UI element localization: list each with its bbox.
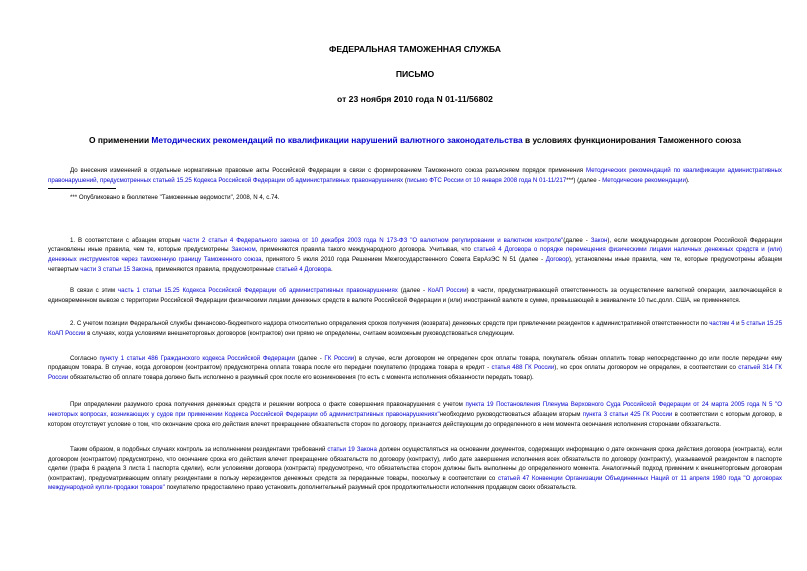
intro-text: До внесения изменений в отдельные нормативные правовые акты Российской Федерации в связи с формированием Таможенного союза разъясняем порядок применения <box>70 167 587 174</box>
paragraph-2 <box>48 286 782 305</box>
link-civil-code-314[interactable]: статьей 314 ГК России <box>48 364 782 381</box>
link-treaty-article-4[interactable]: статьей 4 Договора о порядке перемещения физическими лицами наличных денежных средств и (или) денежных инструментов через таможенную границу Таможенного союза <box>48 246 782 263</box>
link-koap-15-25[interactable]: часть 1 статьи 15.25 Кодекса Российской Федерации об административных правонарушениях <box>117 287 398 295</box>
paragraph-4 <box>48 354 782 383</box>
paragraph-text: покупателю предоставлено право установить дополнительный разумный срок продолжительности исполнения продавцом своих обязательств. <box>164 484 577 492</box>
document-type: ПИСЬМО <box>395 69 435 79</box>
paragraph-text: 2. С учетом позиции Федеральной службы финансово-бюджетного надзора относительно определения сроков получения (возврата) денежных средств при привлечении резидентов к административной ответственности по <box>70 320 710 328</box>
paragraph-text: ) в случае, если договором не определен срок оплаты товара, покупатель обязан оплатить товар непосредственно до или после передачи ему продавцом товара. В случае, когда договором (контрактом) предусмотрена оплата товара после его передачи покупателю (продажа товара в кредит - <box>48 354 783 372</box>
document-title <box>48 135 782 146</box>
title-text-1: О применении <box>89 135 152 145</box>
paragraph-text: необходимо руководствоваться абзацем вторым <box>439 410 583 418</box>
intro-paragraph <box>48 166 782 185</box>
paragraph-3 <box>48 319 782 338</box>
intro-text: ( <box>403 176 407 184</box>
paragraph-text: (далее - <box>397 287 428 295</box>
paragraph-text: (далее - <box>563 236 591 244</box>
link-law-article-15[interactable]: части 3 статьи 15 Закона <box>80 265 152 273</box>
link-supreme-court-resolution[interactable]: пункта 19 Постановления Пленума Верховного Суда Российской Федерации от 24 марта 2005 года N 5 "О некоторых вопросах, возникающих у судов при применении Кодекса Российской Федерации об административных правонарушениях" <box>48 401 782 418</box>
paragraph-text: и <box>734 320 742 328</box>
footnote: *** Опубликовано в бюллетене "Таможенные ведомости", 2008, N 4, с.74. <box>70 194 280 202</box>
paragraph-text: ), если международным договором Российской Федерации установлены иные правила, чем те, которые предусмотрены <box>48 236 783 254</box>
paragraph-text: Согласно <box>70 354 100 362</box>
link-federal-law-173[interactable]: части 2 статьи 4 Федерального закона от 10 декабря 2003 года N 173-ФЗ "О валютном регулировании и валютном контроле" <box>183 236 564 244</box>
paragraph-text: В связи с этим <box>70 287 118 295</box>
paragraph-text: , применяются правила такого международного договора. Учитывая, что <box>255 246 474 254</box>
link-treaty[interactable]: Договор <box>545 255 569 263</box>
paragraph-text: При определении разумного срока получения денежных средств и решении вопроса о факте совершения правонарушения с учетом <box>70 401 466 409</box>
intro-text: ). <box>685 176 690 184</box>
link-law[interactable]: Законом <box>231 246 256 254</box>
paragraph-text: , применяются правила, предусмотренные <box>151 265 276 273</box>
paragraph-text: . <box>330 265 333 273</box>
agency-name: ФЕДЕРАЛЬНАЯ ТАМОЖЕННАЯ СЛУЖБА <box>329 44 501 54</box>
paragraph-text: в случаях, когда условиями внешнеторговых договоров (контрактов) они прямо не определены, считаем возможным руководствоваться следующим. <box>85 329 515 337</box>
link-civil-code[interactable]: ГК России <box>324 354 355 362</box>
link-koap-15-25-part-5[interactable]: 5 статьи 15.25 КоАП России <box>48 320 783 337</box>
link-parts-4[interactable]: частям 4 <box>709 320 735 328</box>
link-koap[interactable]: КоАП России <box>427 287 467 295</box>
link-law-article-19[interactable]: статьи 19 Закона <box>327 446 377 454</box>
paragraph-text: должен осуществляться на основании документов, содержащих информацию о дате окончания срока действия договора (контракта), если договором (контрактом) предусмотрено, что окончание срока его действия влечет прекращение обязательств по договору (контракту), либо дате завершения исполнения всех обязательств по договору (контракту), указываемой резидентом в паспорте сделки (графа 6 раздела 3 листа 1 паспорта сделки), если условиями договора (контракта) предусмотрено, что обязательства сторон должны быть выполнены до определенного момента. Аналогичный подход применим к внешнеторговым договорам (контрактам), предусматривающим оплату резидентами в пользу нерезидентов денежных средств за переданные товары, поскольку в соответствии со <box>48 446 782 482</box>
link-civil-code-425[interactable]: пункта 3 статьи 425 ГК России <box>582 410 673 418</box>
paragraph-text: ) в части, предусматривающей ответственность за осуществление валютной операции, заключающейся в единовременном вывозе с территории Российской Федерации физическими лицами денежных средств в валюте Российской Федерации и (или) иностранной валюте в сумме, превышающей в эквиваленте 10 тыс.долл. США, не применяется. <box>48 287 782 304</box>
intro-text: ***) (далее - <box>566 176 603 184</box>
link-treaty-article-4[interactable]: статьей 4 Договора <box>275 265 331 273</box>
title-text-3: в условиях функционирования Таможенного союза <box>522 135 741 145</box>
link-fts-letter[interactable]: письмо ФТС России от 10 января 2008 года N 01-11/217 <box>406 176 567 184</box>
link-methodical-recommendations[interactable]: Методические рекомендации <box>602 176 686 184</box>
link-civil-code-488[interactable]: статья 488 ГК России <box>491 364 555 372</box>
paragraph-text: ), установлены иные правила, чем те, которые предусмотрены абзацем четвертым <box>48 255 782 273</box>
paragraph-text: обязательство об оплате товара должно быть исполнено в разумный срок после его возникновения (то есть с момента исполнения обязанности передать товар). <box>68 373 534 381</box>
title-link-methodical-recommendations[interactable]: Методических рекомендаций по квалификации нарушений валютного законодательства <box>151 135 523 145</box>
paragraph-text: Таким образом, в подобных случаях контроль за исполнением резидентами требований <box>70 446 328 454</box>
paragraph-1 <box>48 236 782 274</box>
paragraph-6 <box>48 445 782 493</box>
paragraph-text: в соответствии с которым договор, в котором отсутствует условие о том, что окончание срока его действия влечет прекращение обязательств сторон по договору, признается действующим до определенного в нем момента окончания исполнения сторонами обязательств. <box>48 410 782 428</box>
link-civil-code-486[interactable]: пункту 1 статьи 486 Гражданского кодекса Российской Федерации <box>99 354 295 362</box>
document-date-number: от 23 ноября 2010 года N 01-11/56802 <box>337 94 493 104</box>
paragraph-text: (далее - <box>295 354 325 362</box>
paragraph-text: 1. В соответствии с абзацем вторым <box>70 236 184 244</box>
link-methodical-recommendations-qualification[interactable]: Методических рекомендаций по квалификации административных правонарушений, предусмотренных статьей 15.25 Кодекса Российской Федерации об административных правонарушениях <box>48 167 783 184</box>
paragraph-text: , принятого 5 июля 2010 года Решением Межгосударственного Совета ЕврАзЭС N 51 (далее - <box>261 255 546 263</box>
link-law[interactable]: Закон <box>590 236 608 244</box>
paragraph-5 <box>48 400 782 429</box>
paragraph-text: ), но срок оплаты договором не определен, в соответствии со <box>554 364 739 372</box>
link-un-convention[interactable]: статьей 47 Конвенции Организации Объединенных Наций от 11 апреля 1980 года "О договорах международной купли-продажи товаров" <box>48 474 782 492</box>
footnote-divider <box>48 188 116 189</box>
